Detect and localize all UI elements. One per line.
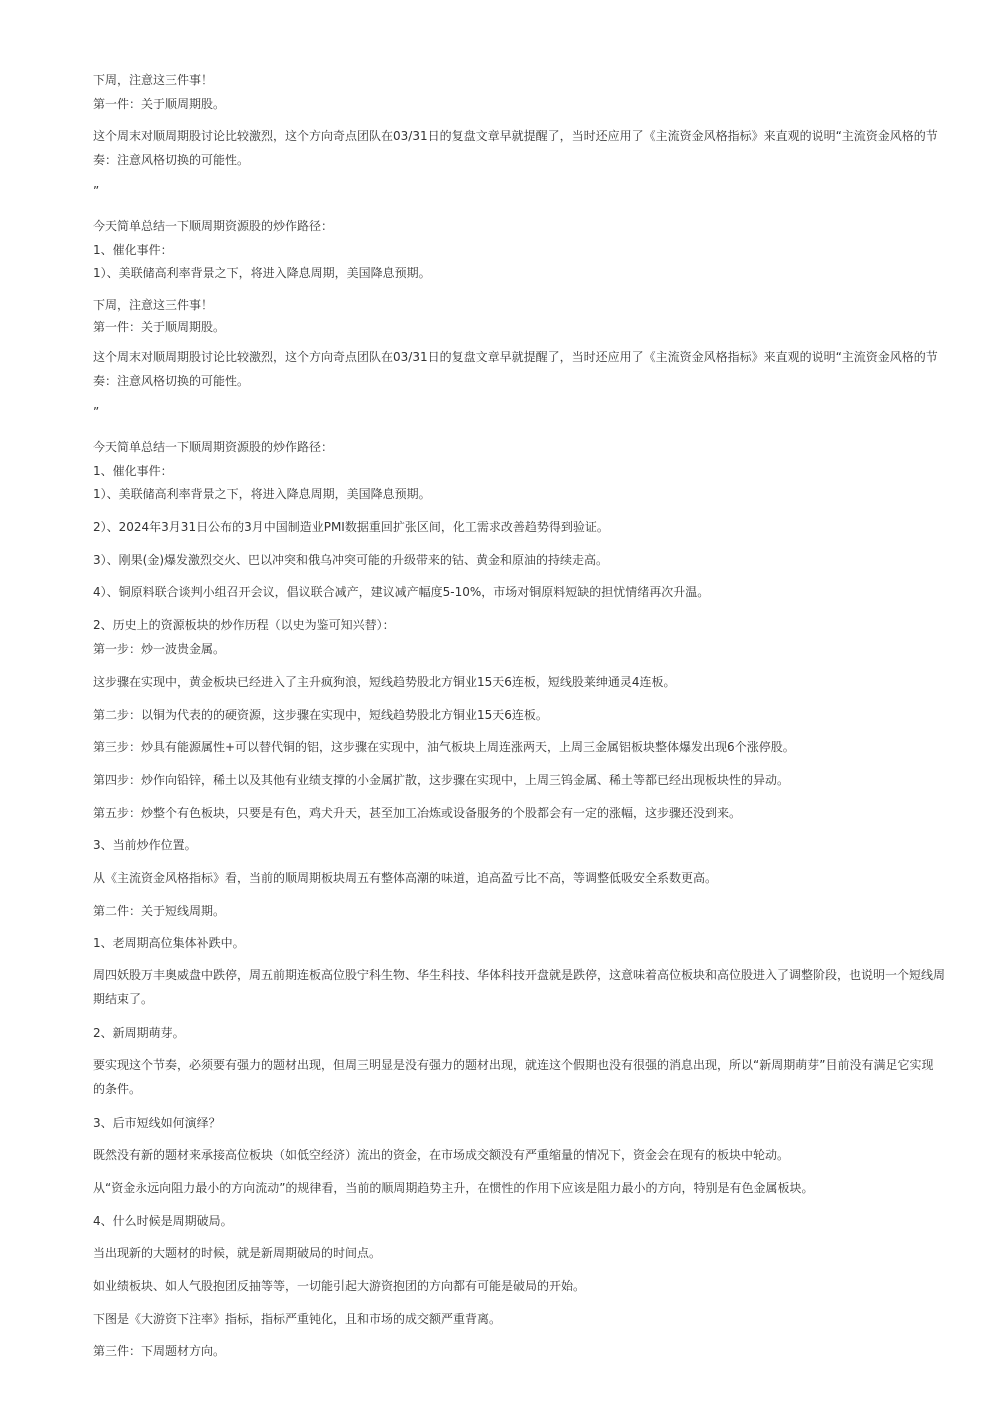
paragraph: 要实现这个节奏，必须要有强力的题材出现，但周三明显是没有强力的题材出现，就连这个假期也没有很强的消息出现，所以“新周期萌芽”目前没有满足它实现的条件。 <box>93 1058 934 1096</box>
text-line: 2、历史上的资源板块的炒作历程（以史为鉴可知兴替）： <box>93 618 395 632</box>
text-line: 下图是《大游资下注率》指标，指标严重钝化，且和市场的成交额严重背离。 <box>93 1312 502 1326</box>
paragraph: 周四妖股万丰奥威盘中跌停，周五前期连板高位股宁科生物、华生科技、华体科技开盘就是跌停，这意味着高位板块和高位股进入了调整阶段，也说明一个短线周期结束了。 <box>93 968 946 1006</box>
text-line: 第一步：炒一波贵金属。 <box>93 642 226 656</box>
paragraph: 这个周末对顺周期股讨论比较激烈，这个方向奇点团队在03/31日的复盘文章早就提醒了，当时还应用了《主流资金风格指标》来直观的说明“主流资金风格的节奏：注意风格切换的可能性。 <box>93 129 938 167</box>
text-line: 1、催化事件： <box>93 243 173 257</box>
text-line: 4）、铜原料联合谈判小组召开会议，倡议联合减产，建议减产幅度5-10%，市场对铜原料短缺的担忧情绪再次升温。 <box>93 585 710 599</box>
heading-line: 下周，注意这三件事！ <box>93 73 214 87</box>
text-line: 如业绩板块、如人气股抱团反抽等等，一切能引起大游资抱团的方向都有可能是破局的开始。 <box>93 1279 586 1293</box>
text-line: 4、什么时候是周期破局。 <box>93 1214 233 1228</box>
text-line: 第四步：炒作向铅锌，稀土以及其他有业绩支撑的小金属扩散，这步骤在实现中，上周三钨金属、稀土等都已经出现板块性的异动。 <box>93 773 790 787</box>
text-line: 第二件：关于短线周期。 <box>93 904 226 918</box>
text-line: 从《主流资金风格指标》看，当前的顺周期板块周五有整体高潮的味道，追高盈亏比不高，等调整低吸安全系数更高。 <box>93 871 718 885</box>
text-line: 3、当前炒作位置。 <box>93 838 197 852</box>
text-line: 第一件：关于顺周期股。 <box>93 97 226 111</box>
text-line: 1、催化事件： <box>93 464 173 478</box>
paragraph: 这个周末对顺周期股讨论比较激烈，这个方向奇点团队在03/31日的复盘文章早就提醒了，当时还应用了《主流资金风格指标》来直观的说明“主流资金风格的节奏：注意风格切换的可能性。 <box>93 350 938 388</box>
text-line: 2）、2024年3月31日公布的3月中国制造业PMI数据重回扩张区间，化工需求改善趋势得到验证。 <box>93 520 609 534</box>
text-line: 1）、美联储高利率背景之下，将进入降息周期，美国降息预期。 <box>93 266 431 280</box>
text-line: 1、老周期高位集体补跌中。 <box>93 936 245 950</box>
text-line: 今天简单总结一下顺周期资源股的炒作路径： <box>93 440 334 454</box>
text-line: 从“资金永远向阻力最小的方向流动”的规律看，当前的顺周期趋势主升，在惯性的作用下应该是阻力最小的方向，特别是有色金属板块。 <box>93 1181 814 1195</box>
heading-line: 下周，注意这三件事！ <box>93 298 214 312</box>
text-line: 既然没有新的题材来承接高位板块（如低空经济）流出的资金，在市场成交额没有严重缩量的情况下，资金会在现有的板块中轮动。 <box>93 1148 790 1162</box>
text-line: 3）、刚果(金)爆发激烈交火、巴以冲突和俄乌冲突可能的升级带来的钴、黄金和原油的持续走高。 <box>93 553 609 567</box>
text-line: 1）、美联储高利率背景之下，将进入降息周期，美国降息预期。 <box>93 487 431 501</box>
text-line: 这步骤在实现中，黄金板块已经进入了主升疯狗浪，短线趋势股北方铜业15天6连板，短线股莱绅通灵4连板。 <box>93 675 676 689</box>
text-line: 第三步：炒具有能源属性+可以替代铜的铝，这步骤在实现中，油气板块上周连涨两天，上周三金属铝板块整体爆发出现6个涨停股。 <box>93 740 795 754</box>
text-line: 第三件：下周题材方向。 <box>93 1344 226 1358</box>
text-line: 第二步：以铜为代表的的硬资源，这步骤在实现中，短线趋势股北方铜业15天6连板。 <box>93 708 548 722</box>
text-line: 2、新周期萌芽。 <box>93 1026 185 1040</box>
text-line: 当出现新的大题材的时候，就是新周期破局的时间点。 <box>93 1246 382 1260</box>
text-line: ” <box>93 405 100 419</box>
text-line: 今天简单总结一下顺周期资源股的炒作路径： <box>93 219 334 233</box>
text-line: 第一件：关于顺周期股。 <box>93 320 226 334</box>
text-line: ” <box>93 184 100 198</box>
text-line: 第五步：炒整个有色板块，只要是有色，鸡犬升天，甚至加工冶炼或设备服务的个股都会有一定的涨幅，这步骤还没到来。 <box>93 806 742 820</box>
text-line: 3、后市短线如何演绎？ <box>93 1116 221 1130</box>
